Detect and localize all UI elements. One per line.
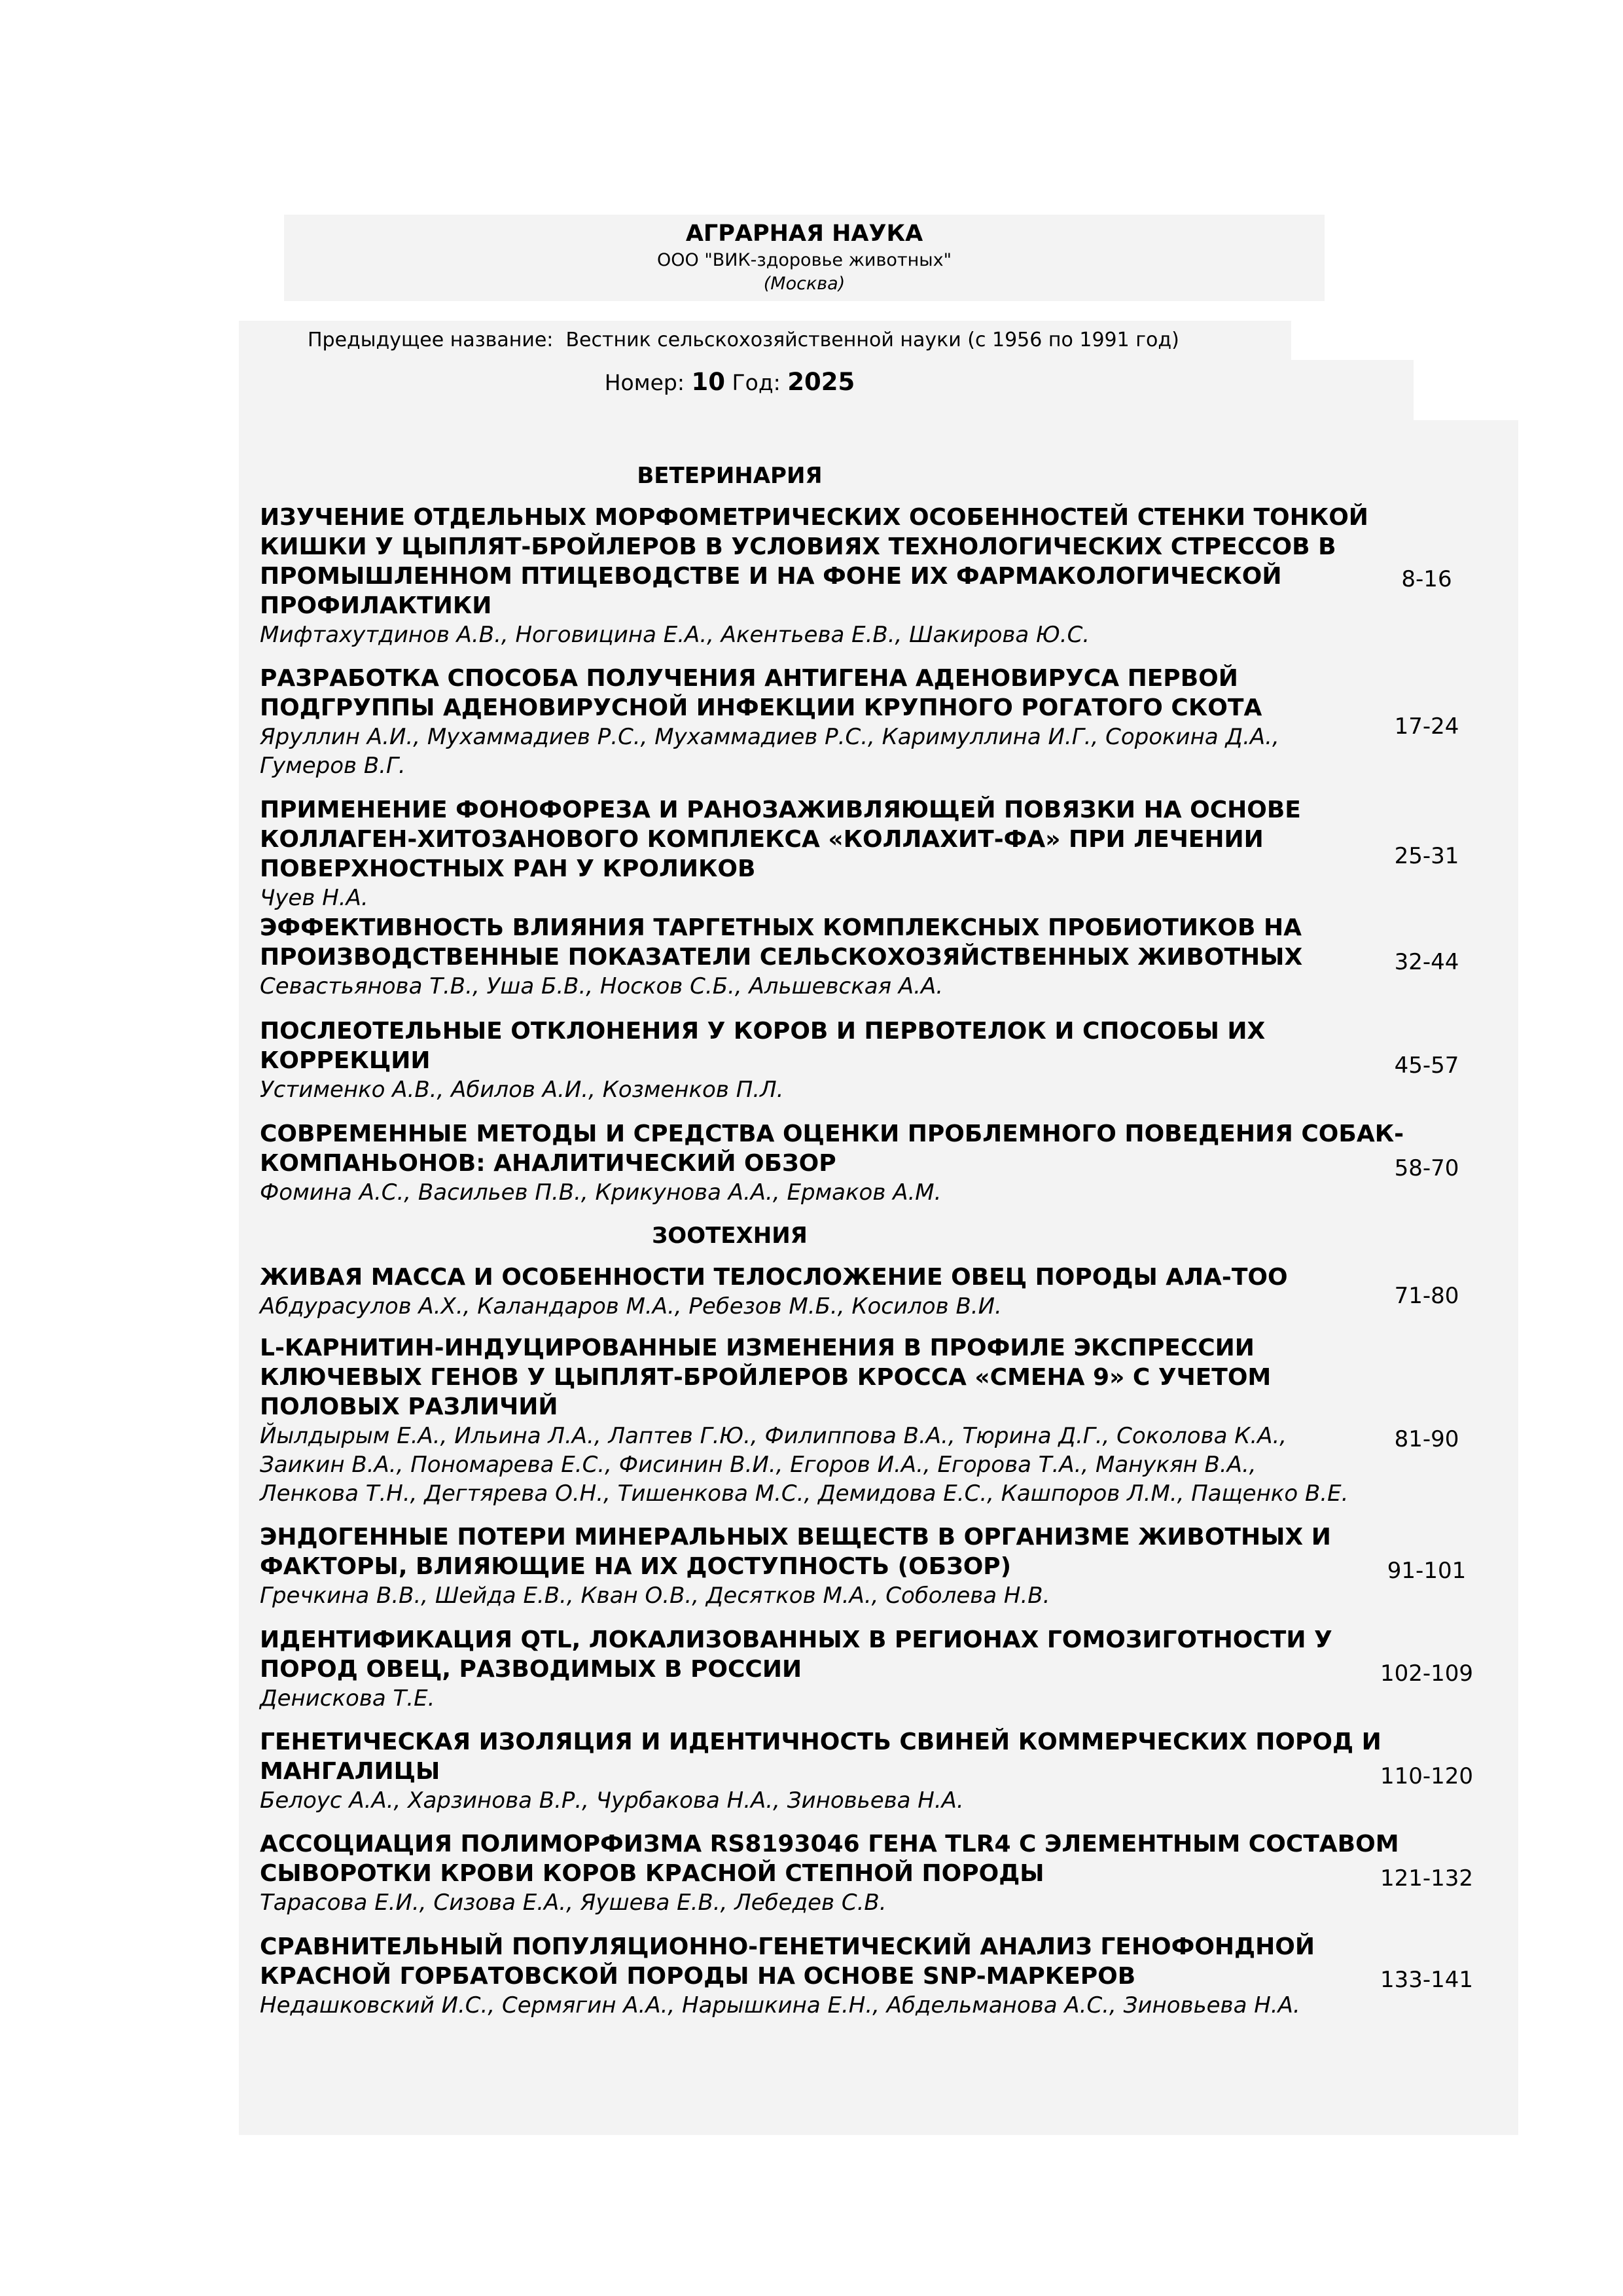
article-authors: Абдурасулов А.Х., Каландаров М.А., Ребезов М.Б., Косилов В.И. xyxy=(260,1293,1002,1319)
article-pages: 133-141 xyxy=(1380,1967,1474,1993)
article-pages: 8-16 xyxy=(1401,566,1452,592)
table-of-contents xyxy=(239,420,1518,2135)
article xyxy=(260,1522,1331,1610)
article-authors: Недашковский И.С., Сермягин А.А., Нарышкина Е.Н., Абдельманова А.С., Зиновьева Н.А. xyxy=(260,1992,1300,2018)
previous-name-line xyxy=(308,329,1179,351)
journal-title: АГРАРНАЯ НАУКА xyxy=(685,221,923,247)
journal-city: (Москва) xyxy=(763,274,846,294)
article xyxy=(260,1263,1288,1321)
article-title[interactable]: СОВРЕМЕННЫЕ МЕТОДЫ И СРЕДСТВА ОЦЕНКИ ПРОБЛЕМНОГО ПОВЕДЕНИЯ СОБАК- КОМПАНЬОНОВ: АНАЛИТИЧЕСКИЙ ОБЗОР xyxy=(260,1121,1404,1177)
year-label: Год: xyxy=(732,370,781,395)
article xyxy=(260,913,1302,1001)
journal-publisher: ООО "ВИК-здоровье животных" xyxy=(656,250,952,270)
article-title[interactable]: ЭНДОГЕННЫЕ ПОТЕРИ МИНЕРАЛЬНЫХ ВЕЩЕСТВ В ОРГАНИЗМЕ ЖИВОТНЫХ И ФАКТОРЫ, ВЛИЯЮЩИЕ НА ИХ ДОСТУПНОСТЬ (ОБЗОР) xyxy=(260,1524,1331,1580)
article xyxy=(260,795,1301,912)
section-heading: ЗООТЕХНИЯ xyxy=(652,1223,808,1249)
article xyxy=(260,1119,1404,1207)
article-title[interactable]: СРАВНИТЕЛЬНЫЙ ПОПУЛЯЦИОННО-ГЕНЕТИЧЕСКИЙ АНАЛИЗ ГЕНОФОНДНОЙ КРАСНОЙ ГОРБАТОВСКОЙ ПОРОДЫ НА ОСНОВЕ SNP-МАРКЕРОВ xyxy=(260,1933,1315,1990)
article-title[interactable]: ЭФФЕКТИВНОСТЬ ВЛИЯНИЯ ТАРГЕТНЫХ КОМПЛЕКСНЫХ ПРОБИОТИКОВ НА ПРОИЗВОДСТВЕННЫЕ ПОКАЗАТЕЛИ СЕЛЬСКОХОЗЯЙСТВЕННЫХ ЖИВОТНЫХ xyxy=(260,914,1303,971)
journal-header xyxy=(284,215,1325,301)
article-pages: 32-44 xyxy=(1394,949,1459,975)
article-pages: 102-109 xyxy=(1380,1660,1474,1687)
article-authors: Белоус А.А., Харзинова В.Р., Чурбакова Н.А., Зиновьева Н.А. xyxy=(260,1787,964,1814)
article-title[interactable]: ПОСЛЕОТЕЛЬНЫЕ ОТКЛОНЕНИЯ У КОРОВ И ПЕРВОТЕЛОК И СПОСОБЫ ИХ КОРРЕКЦИИ xyxy=(260,1018,1266,1074)
issue-label: Номер: xyxy=(604,370,685,395)
article-title[interactable]: L-КАРНИТИН-ИНДУЦИРОВАННЫЕ ИЗМЕНЕНИЯ В ПРОФИЛЕ ЭКСПРЕССИИ КЛЮЧЕВЫХ ГЕНОВ У ЦЫПЛЯТ-БРОЙЛЕРОВ КРОССА «СМЕНА 9» С УЧЕТОМ ПОЛОВЫХ РАЗЛИЧИЙ xyxy=(260,1335,1272,1420)
issue-bar xyxy=(239,360,1414,420)
article-pages: 58-70 xyxy=(1394,1155,1459,1181)
article-authors: Устименко А.В., Абилов А.И., Козменков П.Л. xyxy=(260,1077,784,1103)
article-authors: Мифтахутдинов А.В., Ноговицина Е.А., Акентьева Е.В., Шакирова Ю.С. xyxy=(260,622,1090,648)
article-authors: Севастьянова Т.В., Уша Б.В., Носков С.Б., Альшевская А.А. xyxy=(260,973,944,999)
article-pages: 121-132 xyxy=(1380,1865,1474,1892)
article-pages: 110-120 xyxy=(1380,1763,1474,1789)
article-authors: Чуев Н.А. xyxy=(260,885,368,911)
issue-year: 2025 xyxy=(787,368,855,396)
section-heading: ВЕТЕРИНАРИЯ xyxy=(637,463,823,489)
article xyxy=(260,1829,1399,1917)
article-title[interactable]: ИДЕНТИФИКАЦИЯ QTL, ЛОКАЛИЗОВАННЫХ В РЕГИОНАХ ГОМОЗИГОТНОСТИ У ПОРОД ОВЕЦ, РАЗВОДИМЫХ В РОССИИ xyxy=(260,1626,1332,1683)
article xyxy=(260,1727,1382,1815)
article xyxy=(260,1333,1348,1508)
article-title[interactable]: ИЗУЧЕНИЕ ОТДЕЛЬНЫХ МОРФОМЕТРИЧЕСКИХ ОСОБЕННОСТЕЙ СТЕНКИ ТОНКОЙ КИШКИ У ЦЫПЛЯТ-БРОЙЛЕРОВ В УСЛОВИЯХ ТЕХНОЛОГИЧЕСКИХ СТРЕССОВ В ПРОМЫШЛЕННОМ ПТИЦЕВОДСТВЕ И НА ФОНЕ ИХ ФАРМАКОЛОГИЧЕСКОЙ ПРОФИЛАКТИКИ xyxy=(260,504,1368,619)
article-authors: Йылдырым Е.А., Ильина Л.А., Лаптев Г.Ю., Филиппова В.А., Тюрина Д.Г., Соколова К.А., Заикин В.А., Пономарева Е.С., Фисинин В.И., Егоров И.А., Егорова Т.А., Манукян В.А., Ленкова Т.Н., Дегтярева О.Н., Тишенкова М.С., Демидова Е.С., Кашпоров Л.М., Пащенко В.Е. xyxy=(260,1423,1349,1507)
article-authors: Денискова Т.Е. xyxy=(260,1685,435,1712)
article-authors: Яруллин А.И., Мухаммадиев Р.С., Мухаммадиев Р.С., Каримуллина И.Г., Сорокина Д.А., Гумеров В.Г. xyxy=(260,724,1279,779)
article-title[interactable]: ГЕНЕТИЧЕСКАЯ ИЗОЛЯЦИЯ И ИДЕНТИЧНОСТЬ СВИНЕЙ КОММЕРЧЕСКИХ ПОРОД И МАНГАЛИЦЫ xyxy=(260,1729,1382,1785)
article-title[interactable]: АССОЦИАЦИЯ ПОЛИМОРФИЗМА RS8193046 ГЕНА TLR4 С ЭЛЕМЕНТНЫМ СОСТАВОМ СЫВОРОТКИ КРОВИ КОРОВ КРАСНОЙ СТЕПНОЙ ПОРОДЫ xyxy=(260,1831,1399,1887)
article-authors: Тарасова Е.И., Сизова Е.А., Яушева Е.В., Лебедев С.В. xyxy=(260,1890,887,1916)
article-pages: 17-24 xyxy=(1394,713,1459,740)
article xyxy=(260,664,1279,780)
issue-number: 10 xyxy=(691,368,726,396)
article-title[interactable]: ЖИВАЯ МАССА И ОСОБЕННОСТИ ТЕЛОСЛОЖЕНИЕ ОВЕЦ ПОРОДЫ АЛА-ТОО xyxy=(260,1264,1288,1291)
article-pages: 81-90 xyxy=(1394,1426,1459,1452)
previous-name-label: Предыдущее название: xyxy=(308,329,554,351)
previous-name-bar xyxy=(239,321,1291,360)
article-authors: Фомина А.С., Васильев П.В., Крикунова А.А., Ермаков А.М. xyxy=(260,1179,942,1206)
issue-line xyxy=(239,368,1221,396)
article-authors: Гречкина В.В., Шейда Е.В., Кван О.В., Десятков М.А., Соболева Н.В. xyxy=(260,1583,1050,1609)
article xyxy=(260,1016,1265,1104)
previous-name: Вестник сельскохозяйственной науки (с 1956 по 1991 год) xyxy=(565,329,1179,351)
article-pages: 45-57 xyxy=(1394,1052,1459,1079)
article xyxy=(260,503,1368,649)
article-pages: 91-101 xyxy=(1387,1558,1467,1584)
article-pages: 71-80 xyxy=(1394,1283,1459,1309)
article-title[interactable]: РАЗРАБОТКА СПОСОБА ПОЛУЧЕНИЯ АНТИГЕНА АДЕНОВИРУСА ПЕРВОЙ ПОДГРУППЫ АДЕНОВИРУСНОЙ ИНФЕКЦИИ КРУПНОГО РОГАТОГО СКОТА xyxy=(260,665,1262,721)
article-pages: 25-31 xyxy=(1394,843,1459,869)
article xyxy=(260,1932,1315,2020)
article-title[interactable]: ПРИМЕНЕНИЕ ФОНОФОРЕЗА И РАНОЗАЖИВЛЯЮЩЕЙ ПОВЯЗКИ НА ОСНОВЕ КОЛЛАГЕН-ХИТОЗАНОВОГО КОМПЛЕКСА «КОЛЛАХИТ-ФА» ПРИ ЛЕЧЕНИИ ПОВЕРХНОСТНЫХ РАН У КРОЛИКОВ xyxy=(260,797,1301,882)
article xyxy=(260,1625,1332,1713)
